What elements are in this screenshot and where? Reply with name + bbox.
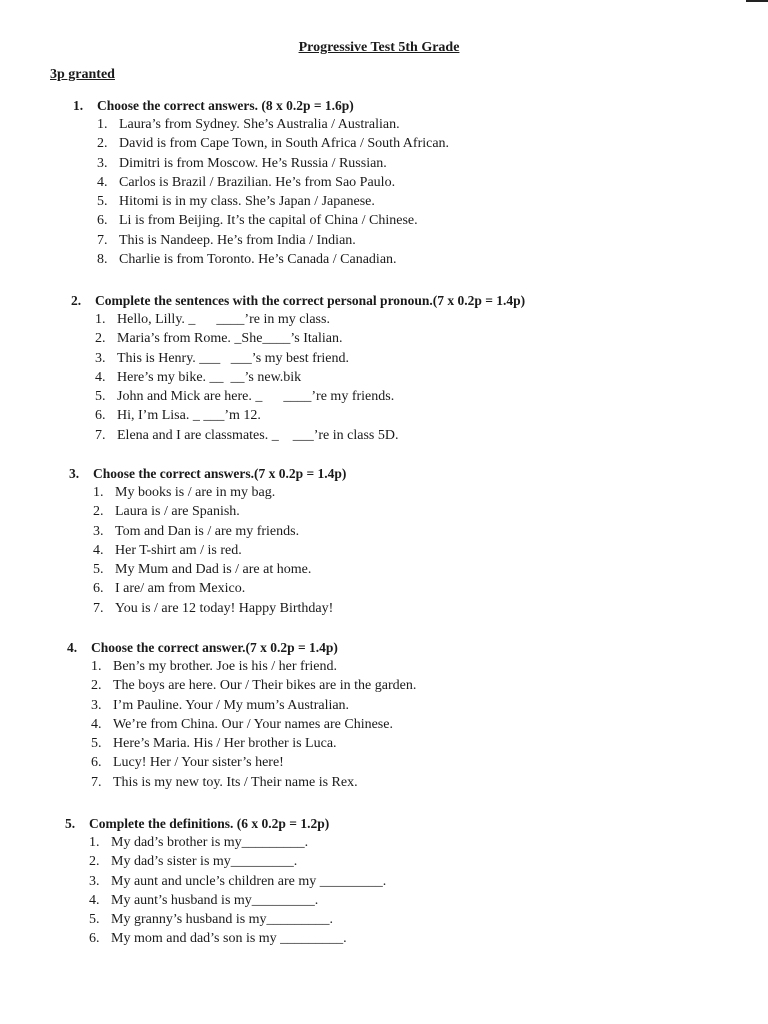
question-item: [89, 852, 386, 871]
page-title: Progressive Test 5th Grade: [298, 40, 460, 55]
item-number: 2.: [93, 504, 104, 520]
item-number: 6.: [97, 213, 108, 229]
question-item: [91, 696, 416, 715]
item-number: 7.: [95, 427, 106, 443]
question-item: [95, 406, 525, 425]
scan-edge-mark: [746, 0, 768, 2]
item-text: David is from Cape Town, in South Africa / South African.: [119, 136, 450, 152]
question-item: [93, 502, 346, 521]
item-text: My books is / are in my bag.: [115, 485, 276, 500]
item-number: 5.: [89, 912, 100, 928]
section-2: [71, 291, 525, 445]
item-text: My aunt’s husband is my_________.: [111, 892, 319, 908]
section-instruction: Choose the correct answers. (8 x 0.2p = 1.6p): [97, 98, 354, 113]
item-text: Dimitri is from Moscow. He’s Russia / Russian.: [119, 155, 387, 171]
section-number: 3.: [69, 466, 80, 481]
item-text: This is Henry. ___ ___’s my best friend.: [117, 350, 350, 366]
question-item: [91, 676, 416, 695]
question-item: [91, 773, 416, 792]
question-item: [89, 929, 386, 948]
section-3: [69, 464, 346, 618]
question-item: [89, 872, 386, 891]
question-item: [97, 154, 449, 173]
question-list: [95, 310, 525, 445]
question-item: [91, 657, 416, 676]
item-text: This is my new toy. Its / Their name is Rex.: [113, 774, 358, 790]
section-instruction: Complete the sentences with the correct personal pronoun.(7 x 0.2p = 1.4p): [95, 293, 526, 308]
item-number: 7.: [97, 232, 108, 248]
item-text: Hitomi is in my class. She’s Japan / Japanese.: [119, 194, 375, 210]
section-number: 4.: [67, 640, 78, 655]
section-heading: [73, 96, 449, 115]
item-text: Carlos is Brazil / Brazilian. He’s from Sao Paulo.: [119, 174, 396, 190]
question-item: [97, 192, 449, 211]
item-text: My Mum and Dad is / are at home.: [115, 562, 312, 578]
question-list: [91, 657, 416, 792]
item-text: My dad’s brother is my_________.: [111, 835, 309, 850]
item-text: Here’s Maria. His / Her brother is Luca.: [113, 736, 337, 752]
item-text: Laura’s from Sydney. She’s Australia / Australian.: [119, 117, 400, 132]
question-item: [91, 753, 416, 772]
question-item: [89, 833, 386, 852]
item-text: Hello, Lilly. _ ____’re in my class.: [117, 312, 330, 327]
section-heading: [65, 814, 386, 833]
item-text: Lucy! Her / Your sister’s here!: [113, 755, 284, 771]
item-number: 5.: [97, 194, 108, 210]
question-item: [91, 715, 416, 734]
item-text: Hi, I’m Lisa. _ ___’m 12.: [117, 408, 261, 424]
section-1: [73, 96, 449, 269]
item-text: Her T-shirt am / is red.: [115, 542, 242, 558]
item-text: You is / are 12 today! Happy Birthday!: [115, 600, 334, 616]
item-number: 1.: [97, 117, 108, 132]
item-text: I’m Pauline. Your / My mum’s Australian.: [113, 697, 350, 713]
section-instruction: Complete the definitions. (6 x 0.2p = 1.2p): [89, 816, 330, 831]
item-number: 3.: [89, 873, 100, 889]
question-item: [95, 387, 525, 406]
question-item: [97, 173, 449, 192]
item-number: 6.: [95, 408, 106, 424]
granted-points: 3p granted: [50, 67, 115, 82]
section-4: [67, 638, 416, 792]
section-number: 1.: [73, 98, 84, 113]
section-heading: [71, 291, 525, 310]
item-number: 2.: [95, 331, 106, 347]
item-number: 1.: [93, 485, 104, 500]
section-instruction: Choose the correct answers.(7 x 0.2p = 1.4p): [93, 466, 347, 481]
item-number: 1.: [89, 835, 100, 850]
question-item: [95, 349, 525, 368]
item-text: My dad’s sister is my_________.: [111, 854, 298, 870]
item-number: 6.: [89, 931, 100, 947]
item-number: 3.: [95, 350, 106, 366]
item-text: Elena and I are classmates. _ ___’re in class 5D.: [117, 427, 399, 443]
item-text: We’re from China. Our / Your names are Chinese.: [113, 716, 393, 732]
item-number: 4.: [95, 369, 106, 385]
item-number: 3.: [93, 523, 104, 539]
question-list: [97, 115, 449, 269]
item-number: 1.: [91, 659, 102, 674]
section-5: [65, 814, 386, 949]
item-text: Laura is / are Spanish.: [115, 504, 240, 520]
item-number: 5.: [93, 562, 104, 578]
item-text: I are/ am from Mexico.: [115, 581, 246, 597]
question-item: [93, 541, 346, 560]
section-instruction: Choose the correct answer.(7 x 0.2p = 1.4p): [91, 640, 338, 655]
question-item: [95, 329, 525, 348]
question-item: [93, 560, 346, 579]
item-number: 8.: [97, 252, 108, 268]
question-item: [97, 115, 449, 134]
item-text: Here’s my bike. __ __’s new.bik: [117, 369, 302, 385]
item-text: Maria’s from Rome. _She____’s Italian.: [117, 331, 343, 347]
section-number: 2.: [71, 293, 82, 308]
item-text: Charlie is from Toronto. He’s Canada / Canadian.: [119, 252, 397, 268]
item-text: John and Mick are here. _ ____’re my friends.: [117, 389, 395, 405]
item-number: 6.: [93, 581, 104, 597]
item-number: 2.: [97, 136, 108, 152]
item-number: 4.: [89, 892, 100, 908]
question-item: [93, 579, 346, 598]
item-text: This is Nandeep. He’s from India / Indian.: [119, 232, 356, 248]
question-item: [89, 910, 386, 929]
item-text: My mom and dad’s son is my _________.: [111, 931, 347, 947]
item-number: 5.: [91, 736, 102, 752]
item-text: The boys are here. Our / Their bikes are in the garden.: [113, 678, 417, 694]
question-item: [97, 250, 449, 269]
question-item: [97, 134, 449, 153]
item-number: 3.: [91, 697, 102, 713]
item-number: 2.: [91, 678, 102, 694]
question-list: [93, 483, 346, 618]
section-heading: [69, 464, 346, 483]
item-number: 6.: [91, 755, 102, 771]
item-number: 1.: [95, 312, 106, 327]
item-number: 7.: [93, 600, 104, 616]
item-text: Tom and Dan is / are my friends.: [115, 523, 300, 539]
item-text: My granny’s husband is my_________.: [111, 912, 334, 928]
item-text: My aunt and uncle’s children are my _________.: [111, 873, 387, 889]
question-item: [89, 891, 386, 910]
item-number: 7.: [91, 774, 102, 790]
item-text: Ben’s my brother. Joe is his / her friend.: [113, 659, 337, 674]
item-text: Li is from Beijing. It’s the capital of China / Chinese.: [119, 213, 418, 229]
item-number: 4.: [91, 716, 102, 732]
question-list: [89, 833, 386, 949]
item-number: 2.: [89, 854, 100, 870]
question-item: [95, 310, 525, 329]
item-number: 4.: [97, 174, 108, 190]
question-item: [97, 231, 449, 250]
question-item: [93, 522, 346, 541]
item-number: 5.: [95, 389, 106, 405]
question-item: [93, 599, 346, 618]
item-number: 4.: [93, 542, 104, 558]
item-number: 3.: [97, 155, 108, 171]
question-item: [97, 211, 449, 230]
section-number: 5.: [65, 816, 76, 831]
question-item: [93, 483, 346, 502]
question-item: [95, 368, 525, 387]
section-heading: [67, 638, 416, 657]
question-item: [91, 734, 416, 753]
question-item: [95, 426, 525, 445]
